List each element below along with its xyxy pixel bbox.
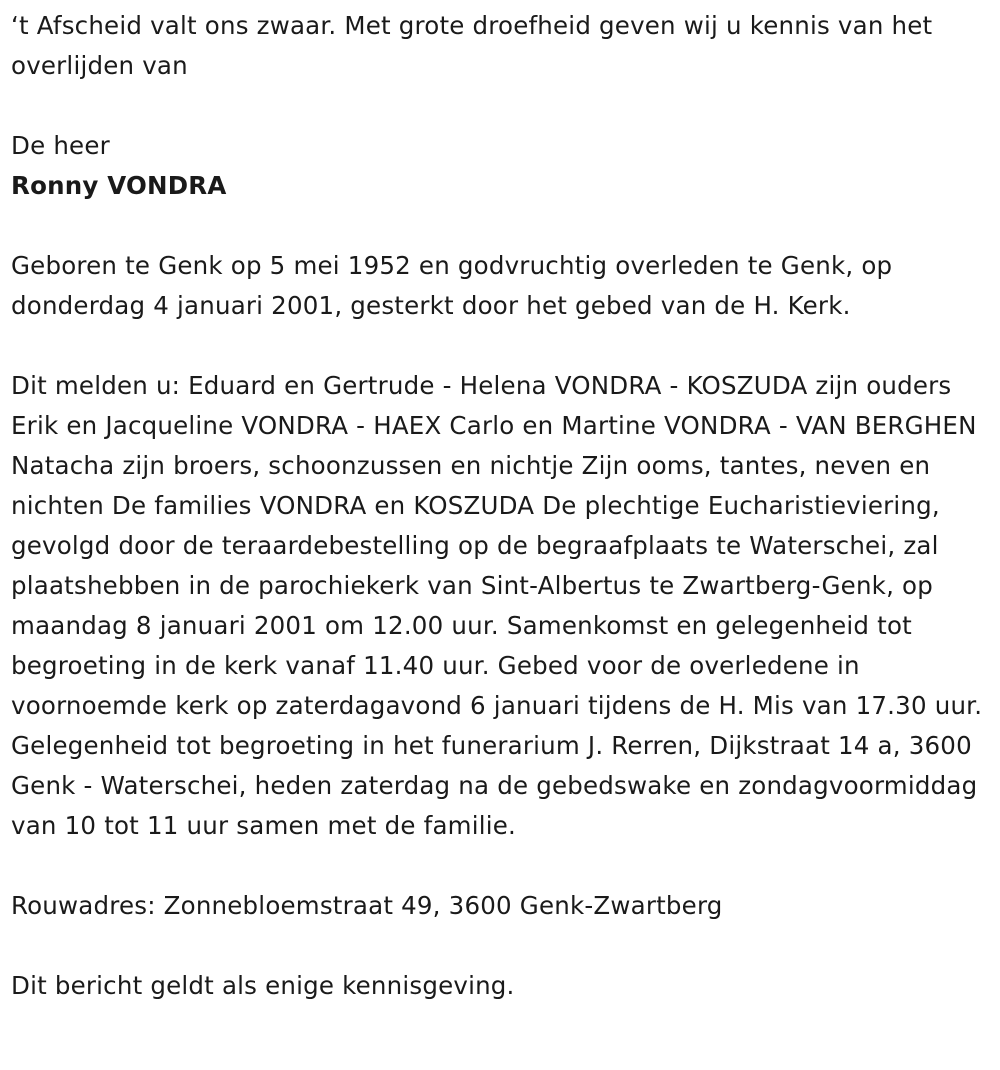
deceased-name: Ronny VONDRA bbox=[11, 171, 227, 200]
salutation: De heer bbox=[11, 131, 110, 160]
obituary-notice bbox=[11, 6, 991, 1006]
spacer bbox=[11, 86, 991, 126]
spacer bbox=[11, 846, 991, 886]
birth-death-paragraph: Geboren te Genk op 5 mei 1952 en godvruchtig overleden te Genk, op donderdag 4 januari 2001, gesterkt door het gebed van de H. Kerk. bbox=[11, 251, 893, 320]
spacer bbox=[11, 326, 991, 366]
spacer bbox=[11, 926, 991, 966]
closing-line: Dit bericht geldt als enige kennisgeving. bbox=[11, 971, 515, 1000]
announcement-paragraph: Dit melden u: Eduard en Gertrude - Helena VONDRA - KOSZUDA zijn ouders Erik en Jacqueline VONDRA - HAEX Carlo en Martine VONDRA - VAN BERGHEN Natacha zijn broers, schoonzussen en nichtje Zijn ooms, tantes, neven en nichten De families VONDRA en KOSZUDA De plechtige Eucharistieviering, gevolgd door de teraardebestelling op de begraafplaats te Waterschei, zal plaatshebben in de parochiekerk van Sint-Albertus te Zwartberg-Genk, op maandag 8 januari 2001 om 12.00 uur. Samenkomst en gelegenheid tot begroeting in de kerk vanaf 11.40 uur. Gebed voor de overledene in voornoemde kerk op zaterdagavond 6 januari tijdens de H. Mis van 17.30 uur. Gelegenheid tot begroeting in het funerarium J. Rerren, Dijkstraat 14 a, 3600 Genk - Waterschei, heden zaterdag na de gebedswake en zondagvoormiddag van 10 tot 11 uur samen met de familie. bbox=[11, 371, 983, 840]
spacer bbox=[11, 206, 991, 246]
intro-paragraph: ‘t Afscheid valt ons zwaar. Met grote droefheid geven wij u kennis van het overlijden van bbox=[11, 11, 933, 80]
mourning-address: Rouwadres: Zonnebloemstraat 49, 3600 Genk-Zwartberg bbox=[11, 891, 723, 920]
